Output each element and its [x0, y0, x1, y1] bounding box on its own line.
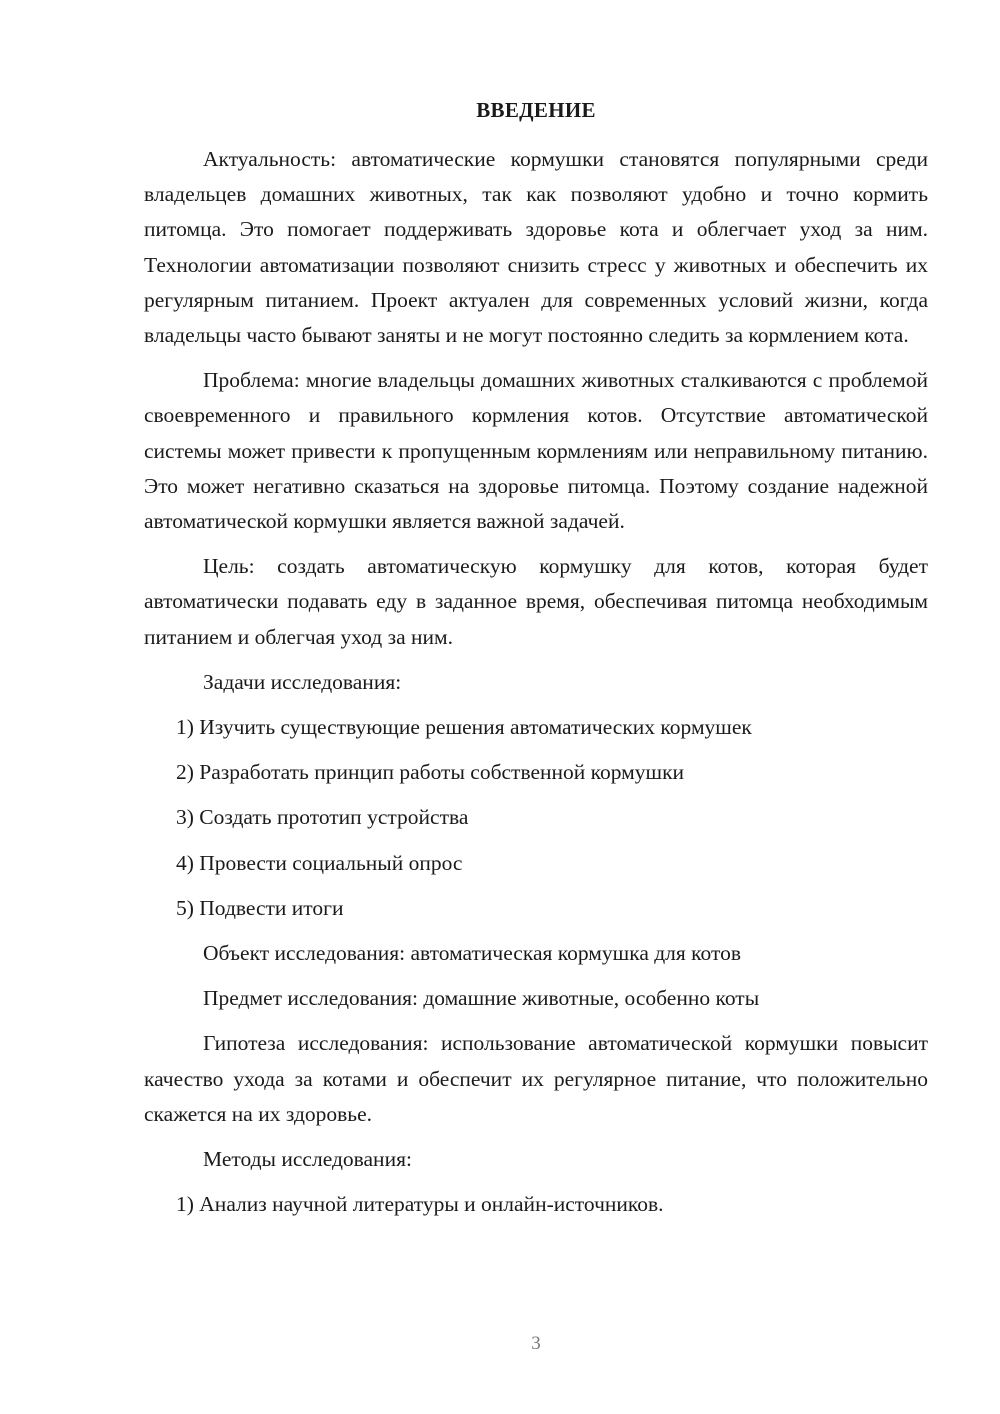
- task-item-4: 4) Провести социальный опрос: [176, 850, 463, 875]
- section-heading: ВВЕДЕНИЕ: [476, 98, 596, 122]
- goal-paragraph: Цель: создать автоматическую кормушку для котов, которая будет автоматически подавать еду в заданное время, обеспечивая питомца необходимым питанием и облегчая уход за ним.: [144, 554, 928, 649]
- methods-title: Методы исследования:: [203, 1147, 412, 1172]
- hypothesis-paragraph: Гипотеза исследования: использование автоматической кормушки повысит качество ухода за котами и обеспечит их регулярное питание, что положительно скажется на их здоровье.: [144, 1031, 928, 1126]
- task-item-1: 1) Изучить существующие решения автоматических кормушек: [176, 715, 752, 740]
- relevance-paragraph: Актуальность: автоматические кормушки становятся популярными среди владельцев домашних животных, так как позволяют удобно и точно кормить питомца. Это помогает поддерживать здоровье кота и облегчает уход за ним. Технологии автоматизации позволяют снизить стресс у животных и обеспечить их регулярным питанием. Проект актуален для современных условий жизни, когда владельцы часто бывают заняты и не могут постоянно следить за кормлением кота.: [144, 147, 928, 348]
- problem-paragraph: Проблема: многие владельцы домашних животных сталкиваются с проблемой своевременного и правильного кормления котов. Отсутствие автоматической системы может привести к пропущенным кормлениям или неправильному питанию. Это может негативно сказаться на здоровье питомца. Поэтому создание надежной автоматической кормушки является важной задачей.: [144, 368, 928, 534]
- tasks-title: Задачи исследования:: [203, 669, 402, 694]
- task-item-5: 5) Подвести итоги: [176, 895, 344, 920]
- research-object: Объект исследования: автоматическая кормушка для котов: [203, 941, 742, 966]
- method-item-1: 1) Анализ научной литературы и онлайн-источников.: [176, 1192, 664, 1217]
- task-item-3: 3) Создать прототип устройства: [176, 805, 469, 830]
- document-body: [144, 142, 928, 1232]
- page-number: 3: [531, 1333, 541, 1354]
- task-item-2: 2) Разработать принцип работы собственной кормушки: [176, 760, 685, 785]
- research-subject: Предмет исследования: домашние животные, особенно коты: [203, 986, 760, 1011]
